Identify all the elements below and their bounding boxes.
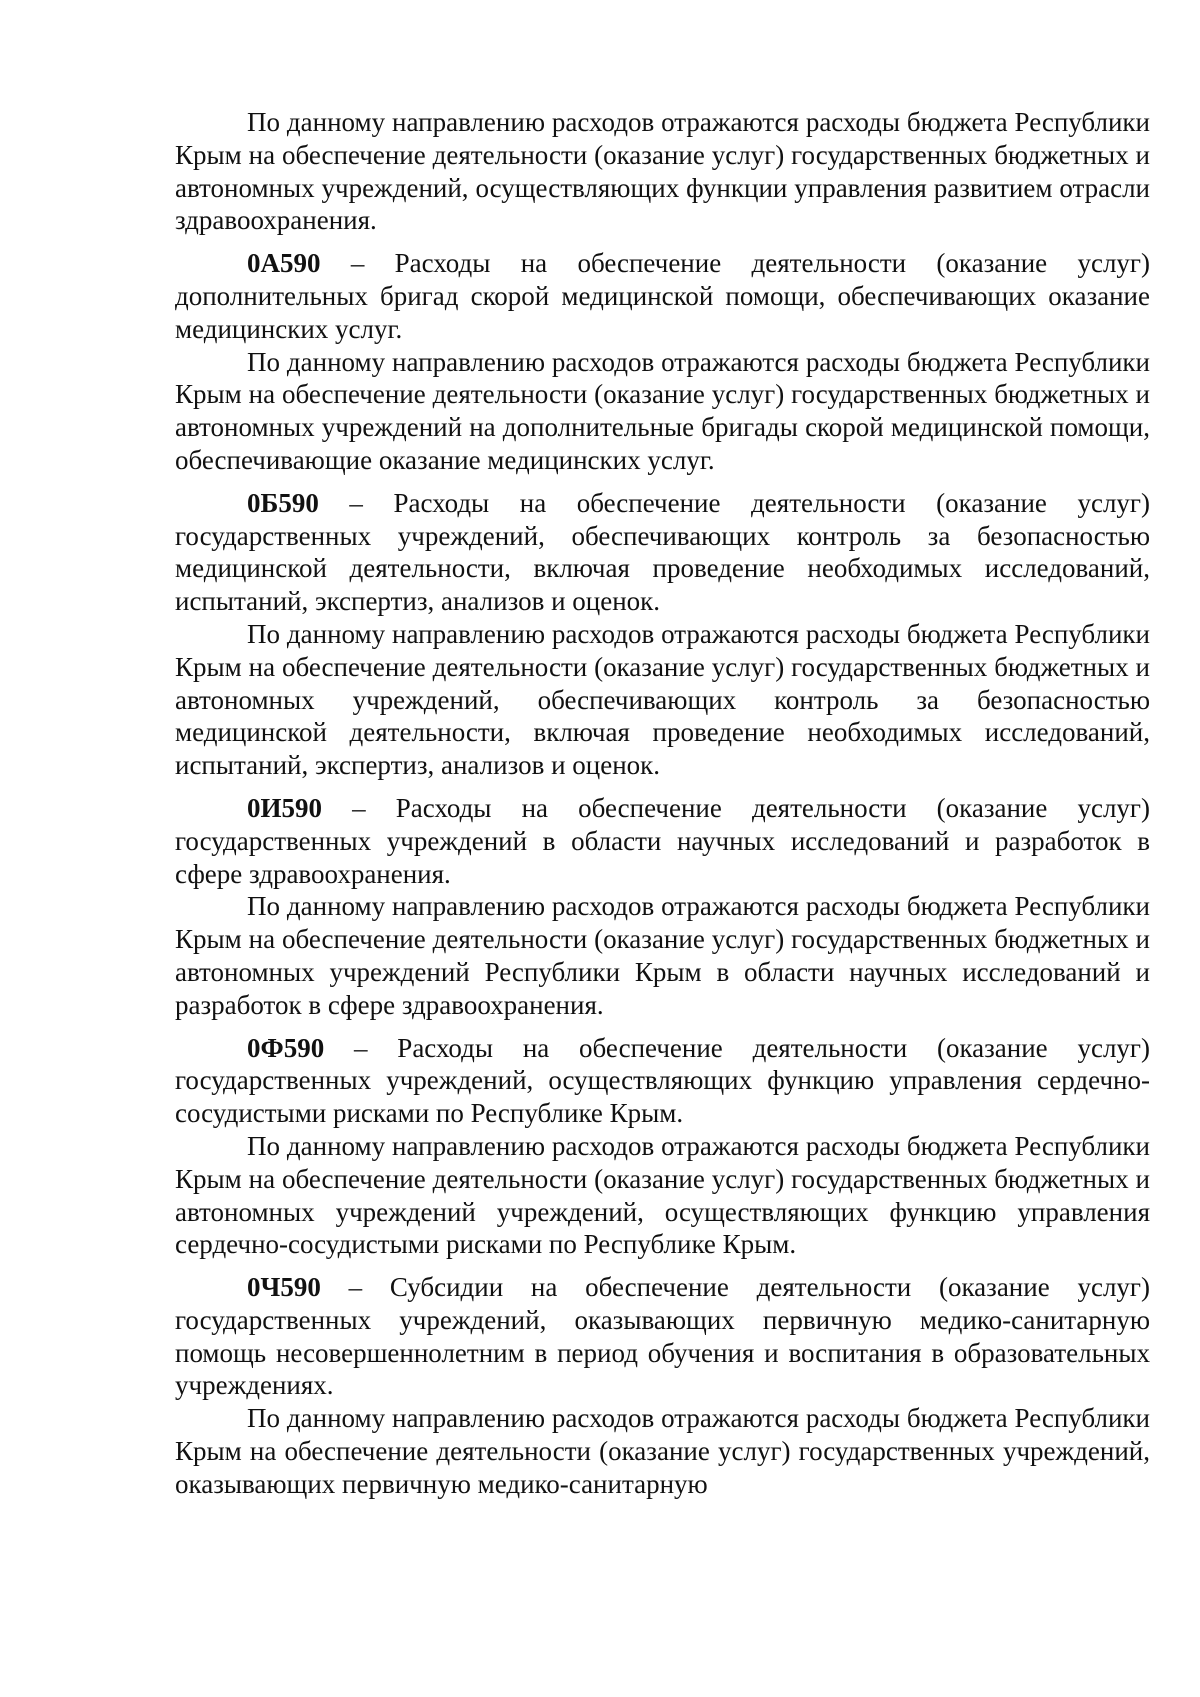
paragraph-description bbox=[175, 890, 1150, 1021]
paragraph-code-entry bbox=[175, 487, 1150, 618]
paragraph-text: – Субсидии на обеспечение деятельности (оказание услуг) государственных учреждений, оказывающих первичную медико-санитарную помощь несовершеннолетним в период обучения и воспитания в образовательных учреждениях. bbox=[175, 1272, 1150, 1401]
paragraph-text: – Расходы на обеспечение деятельности (оказание услуг) дополнительных бригад скорой медицинской помощи, обеспечивающих оказание медицинских услуг. bbox=[175, 248, 1150, 344]
paragraph-description bbox=[175, 1130, 1150, 1261]
expense-code: 0Б590 bbox=[247, 487, 319, 518]
paragraph-code-entry bbox=[175, 1271, 1150, 1402]
paragraph-text: По данному направлению расходов отражаются расходы бюджета Республики Крым на обеспечение деятельности (оказание услуг) государственных бюджетных и автономных учреждений учреждений, осуществляющих функцию управления сердечно-сосудистыми рисками по Республике Крым. bbox=[175, 1130, 1150, 1260]
paragraph-code-entry bbox=[175, 1032, 1150, 1130]
paragraph-text: По данному направлению расходов отражаются расходы бюджета Республики Крым на обеспечение деятельности (оказание услуг) государственных бюджетных и автономных учреждений, обеспечивающих контроль за безопасностью медицинской деятельности, включая проведение необходимых исследований, испытаний, экспертиз, анализов и оценок. bbox=[175, 618, 1150, 781]
paragraph-description bbox=[175, 346, 1150, 477]
paragraph-description bbox=[175, 618, 1150, 782]
paragraph-text: – Расходы на обеспечение деятельности (оказание услуг) государственных учреждений, обеспечивающих контроль за безопасностью медицинской деятельности, включая проведение необходимых исследований, испытаний, экспертиз, анализов и оценок. bbox=[175, 487, 1150, 617]
paragraph-text: – Расходы на обеспечение деятельности (оказание услуг) государственных учреждений в области научных исследований и разработок в сфере здравоохранения. bbox=[175, 792, 1150, 889]
expense-code: 0Ч590 bbox=[247, 1272, 321, 1303]
paragraph-code-entry bbox=[175, 247, 1150, 345]
paragraph-description bbox=[175, 106, 1150, 237]
paragraph-text: – Расходы на обеспечение деятельности (оказание услуг) государственных учреждений, осуществляющих функцию управления сердечно-сосудистыми рисками по Республике Крым. bbox=[175, 1032, 1150, 1129]
paragraph-description bbox=[175, 1402, 1150, 1500]
paragraph-text: По данному направлению расходов отражаются расходы бюджета Республики Крым на обеспечение деятельности (оказание услуг) государственных бюджетных и автономных учреждений на дополнительные бригады скорой медицинской помощи, обеспечивающие оказание медицинских услуг. bbox=[175, 346, 1150, 475]
expense-code: 0И590 bbox=[247, 792, 323, 823]
paragraph-text: По данному направлению расходов отражаются расходы бюджета Республики Крым на обеспечение деятельности (оказание услуг) государственных бюджетных и автономных учреждений Республики Крым в области научных исследований и разработок в сфере здравоохранения. bbox=[175, 891, 1150, 1020]
paragraph-text: По данному направлению расходов отражаются расходы бюджета Республики Крым на обеспечение деятельности (оказание услуг) государственных учреждений, оказывающих первичную медико-санитарную bbox=[175, 1403, 1150, 1499]
paragraph-code-entry bbox=[175, 792, 1150, 890]
expense-code: 0А590 bbox=[247, 248, 321, 279]
document-page bbox=[175, 106, 1150, 1501]
expense-code: 0Ф590 bbox=[247, 1032, 325, 1063]
paragraph-text: По данному направлению расходов отражаются расходы бюджета Республики Крым на обеспечение деятельности (оказание услуг) государственных бюджетных и автономных учреждений, осуществляющих функции управления развитием отрасли здравоохранения. bbox=[175, 107, 1150, 236]
